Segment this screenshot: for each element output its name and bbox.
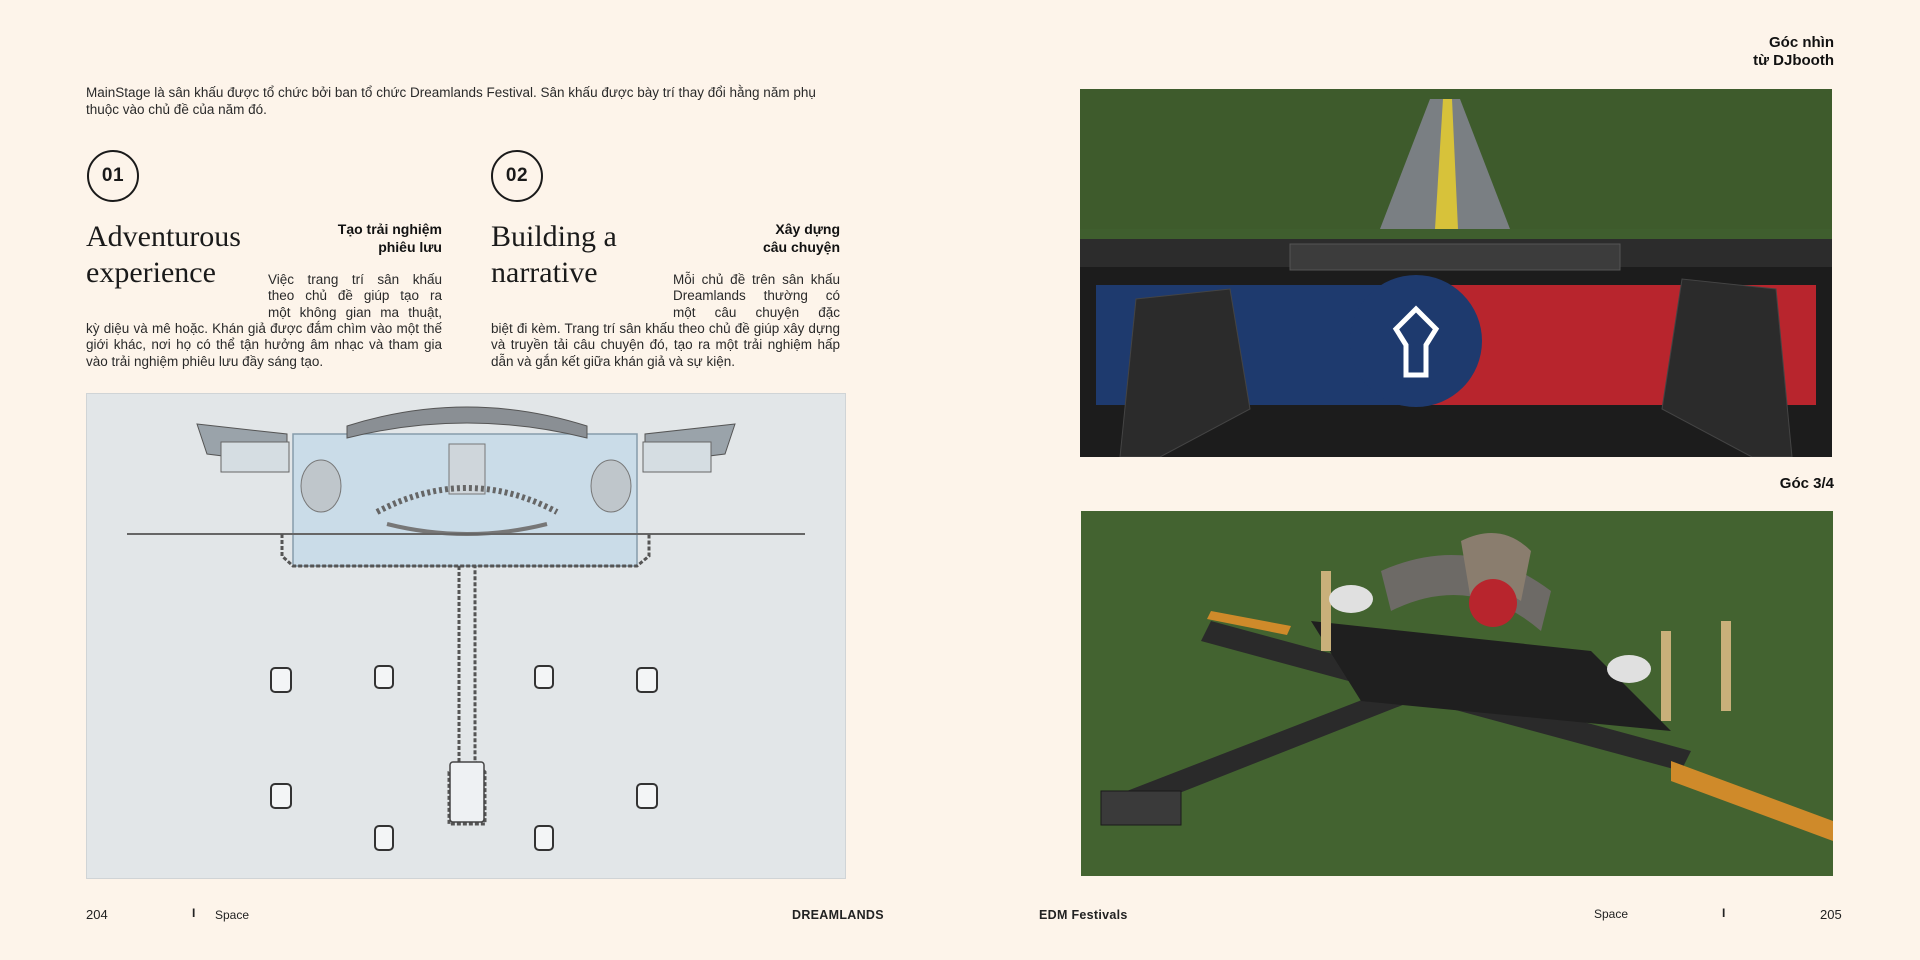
feature-title-01-line1: Adventurous [86,220,241,253]
feature-title-02 [491,219,691,291]
feature-para-01-right [268,272,442,321]
feature-subtitle-02 [668,220,840,256]
feature-para-01-line: Việc trang trí sân khấu [268,272,442,287]
feature-para-02-full: biệt đi kèm. Trang trí sân khấu theo chủ đề giúp xây dựng và truyền tải câu chuyện đó, tạo ra một trải nghiệm hấp dẫn và gắn kết giữa khán giả và sự kiện. [491,321,840,369]
feature-para-01-full: kỳ diệu và mê hoặc. Khán giả được đắm chìm vào một thế giới khác, nơi họ có thể tận hưởng âm nhạc và tham gia vào trải nghiệm phiêu lưu đầy sáng tạo. [86,321,442,369]
footer-category: EDM Festivals [1039,908,1128,922]
feature-subtitle-01 [270,220,442,256]
feature-para-02-right [673,272,840,321]
footer-left-page-number: 204 [86,907,108,922]
feature-para-02-line: Dreamlands thường có [673,288,840,304]
caption-djbooth-view [1630,34,1834,70]
feature-subtitle-01-line2: phiêu lưu [378,239,442,255]
caption-djbooth-line1: Góc nhìn [1769,34,1834,51]
djbooth-view-image [1080,89,1832,457]
feature-para-02-line: một câu chuyện đặc [673,304,840,320]
feature-number-01: 01 [87,150,139,202]
three-quarter-view-image [1081,511,1833,876]
feature-subtitle-02-line1: Xây dựng [775,221,840,237]
caption-djbooth-line2: từ DJbooth [1753,52,1834,69]
feature-para-02-line: Mỗi chủ đề trên sân khấu [673,272,840,287]
feature-subtitle-01-line1: Tạo trải nghiệm [337,221,442,237]
footer-left-section: Space [215,908,250,922]
feature-title-01-line2: experience [86,256,216,289]
stage-floor-plan-image [86,393,846,879]
footer-right-section: Space [1594,907,1629,921]
footer-right-separator: I [1722,906,1726,920]
feature-title-01 [86,219,286,291]
intro-paragraph: MainStage là sân khấu được tổ chức bởi ban tổ chức Dreamlands Festival. Sân khấu được bày trí thay đổi hằng năm phụ thuộc vào chủ đề của năm đó. [86,85,816,117]
three-quarter-render-drawing [1081,511,1833,876]
feature-para-01-line: một không gian ma thuật, [268,304,442,320]
caption-three-quarter-view: Góc 3/4 [1779,475,1834,492]
footer-right-page-number: 205 [1820,907,1842,922]
footer-left-separator: I [192,906,196,920]
djbooth-render-drawing [1080,89,1832,457]
footer-brand: DREAMLANDS [792,908,884,922]
feature-number-02: 02 [491,150,543,202]
stage-floor-plan-drawing [87,394,845,878]
feature-subtitle-02-line2: câu chuyện [762,239,840,255]
feature-title-02-line2: narrative [491,256,598,289]
feature-title-02-line1: Building a [491,220,617,253]
feature-para-01-line: theo chủ đề giúp tạo ra [268,288,442,304]
